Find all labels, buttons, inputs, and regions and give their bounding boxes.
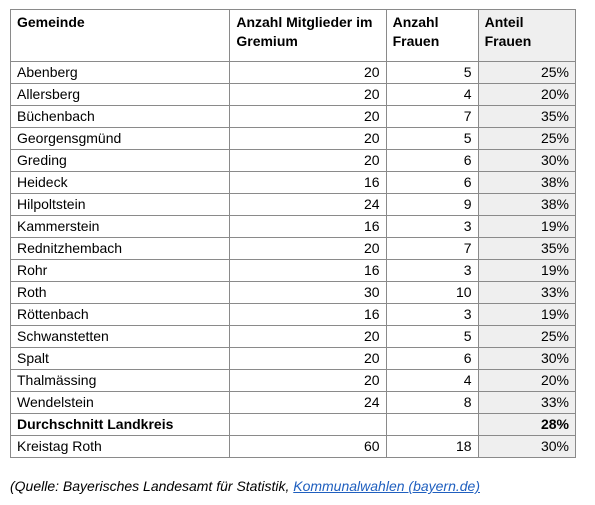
cell-mitglieder: 20 bbox=[230, 150, 386, 172]
header-anzahl-mitglieder: Anzahl Mitglieder im Gremium bbox=[230, 10, 386, 62]
cell-anteil: 25% bbox=[478, 128, 575, 150]
cell-anteil: 35% bbox=[478, 238, 575, 260]
cell-gemeinde: Rednitzhembach bbox=[11, 238, 230, 260]
table-row bbox=[11, 348, 576, 370]
cell-anteil: 19% bbox=[478, 304, 575, 326]
cell-anteil: 35% bbox=[478, 106, 575, 128]
table-body bbox=[11, 62, 576, 458]
cell-anteil: 20% bbox=[478, 370, 575, 392]
cell-frauen: 3 bbox=[386, 260, 478, 282]
header-anzahl-frauen: Anzahl Frauen bbox=[386, 10, 478, 62]
cell-frauen: 6 bbox=[386, 348, 478, 370]
table-row bbox=[11, 260, 576, 282]
cell-gemeinde: Wendelstein bbox=[11, 392, 230, 414]
table-row bbox=[11, 238, 576, 260]
table-header-row bbox=[11, 10, 576, 62]
table-row bbox=[11, 392, 576, 414]
cell-frauen: 8 bbox=[386, 392, 478, 414]
cell-mitglieder bbox=[230, 414, 386, 436]
cell-anteil: 19% bbox=[478, 260, 575, 282]
cell-anteil: 30% bbox=[478, 436, 575, 458]
cell-gemeinde: Georgensgmünd bbox=[11, 128, 230, 150]
cell-gemeinde: Allersberg bbox=[11, 84, 230, 106]
cell-anteil: 25% bbox=[478, 62, 575, 84]
cell-gemeinde: Abenberg bbox=[11, 62, 230, 84]
cell-mitglieder: 24 bbox=[230, 392, 386, 414]
cell-mitglieder: 16 bbox=[230, 216, 386, 238]
cell-anteil: 30% bbox=[478, 348, 575, 370]
cell-mitglieder: 16 bbox=[230, 172, 386, 194]
cell-gemeinde: Spalt bbox=[11, 348, 230, 370]
cell-frauen: 6 bbox=[386, 150, 478, 172]
cell-gemeinde: Roth bbox=[11, 282, 230, 304]
cell-mitglieder: 30 bbox=[230, 282, 386, 304]
cell-mitglieder: 20 bbox=[230, 62, 386, 84]
cell-mitglieder: 20 bbox=[230, 238, 386, 260]
cell-anteil: 25% bbox=[478, 326, 575, 348]
header-anteil-frauen: Anteil Frauen bbox=[478, 10, 575, 62]
cell-frauen: 9 bbox=[386, 194, 478, 216]
table-row bbox=[11, 172, 576, 194]
cell-frauen: 10 bbox=[386, 282, 478, 304]
cell-anteil: 33% bbox=[478, 392, 575, 414]
cell-frauen: 5 bbox=[386, 326, 478, 348]
cell-frauen: 4 bbox=[386, 84, 478, 106]
table-row bbox=[11, 326, 576, 348]
cell-frauen: 5 bbox=[386, 62, 478, 84]
source-link[interactable]: Kommunalwahlen (bayern.de) bbox=[293, 478, 480, 494]
cell-gemeinde: Rohr bbox=[11, 260, 230, 282]
cell-mitglieder: 20 bbox=[230, 128, 386, 150]
cell-gemeinde: Heideck bbox=[11, 172, 230, 194]
cell-frauen: 18 bbox=[386, 436, 478, 458]
table-row bbox=[11, 216, 576, 238]
table-row bbox=[11, 304, 576, 326]
cell-frauen bbox=[386, 414, 478, 436]
table-row bbox=[11, 128, 576, 150]
table-row bbox=[11, 62, 576, 84]
table-row bbox=[11, 106, 576, 128]
cell-frauen: 7 bbox=[386, 238, 478, 260]
cell-mitglieder: 20 bbox=[230, 348, 386, 370]
cell-frauen: 4 bbox=[386, 370, 478, 392]
council-women-table bbox=[10, 9, 576, 458]
table-row bbox=[11, 150, 576, 172]
cell-anteil: 38% bbox=[478, 194, 575, 216]
cell-anteil: 38% bbox=[478, 172, 575, 194]
cell-mitglieder: 20 bbox=[230, 106, 386, 128]
cell-mitglieder: 24 bbox=[230, 194, 386, 216]
cell-mitglieder: 60 bbox=[230, 436, 386, 458]
cell-frauen: 5 bbox=[386, 128, 478, 150]
table-row bbox=[11, 84, 576, 106]
source-note bbox=[10, 478, 480, 494]
cell-gemeinde: Kreistag Roth bbox=[11, 436, 230, 458]
table-row bbox=[11, 414, 576, 436]
cell-mitglieder: 16 bbox=[230, 260, 386, 282]
cell-gemeinde: Hilpoltstein bbox=[11, 194, 230, 216]
cell-gemeinde: Durchschnitt Landkreis bbox=[11, 414, 230, 436]
table-row bbox=[11, 370, 576, 392]
cell-gemeinde: Röttenbach bbox=[11, 304, 230, 326]
cell-anteil: 19% bbox=[478, 216, 575, 238]
cell-gemeinde: Schwanstetten bbox=[11, 326, 230, 348]
cell-gemeinde: Thalmässing bbox=[11, 370, 230, 392]
cell-frauen: 6 bbox=[386, 172, 478, 194]
table-row bbox=[11, 282, 576, 304]
cell-mitglieder: 20 bbox=[230, 326, 386, 348]
cell-mitglieder: 20 bbox=[230, 370, 386, 392]
cell-frauen: 3 bbox=[386, 216, 478, 238]
cell-gemeinde: Kammerstein bbox=[11, 216, 230, 238]
cell-anteil: 33% bbox=[478, 282, 575, 304]
table-row bbox=[11, 436, 576, 458]
cell-anteil: 20% bbox=[478, 84, 575, 106]
source-prefix: (Quelle: Bayerisches Landesamt für Statistik, bbox=[10, 478, 294, 494]
header-gemeinde: Gemeinde bbox=[11, 10, 230, 62]
cell-frauen: 7 bbox=[386, 106, 478, 128]
cell-mitglieder: 20 bbox=[230, 84, 386, 106]
cell-gemeinde: Büchenbach bbox=[11, 106, 230, 128]
cell-frauen: 3 bbox=[386, 304, 478, 326]
cell-gemeinde: Greding bbox=[11, 150, 230, 172]
cell-mitglieder: 16 bbox=[230, 304, 386, 326]
cell-anteil: 28% bbox=[478, 414, 575, 436]
cell-anteil: 30% bbox=[478, 150, 575, 172]
table-row bbox=[11, 194, 576, 216]
